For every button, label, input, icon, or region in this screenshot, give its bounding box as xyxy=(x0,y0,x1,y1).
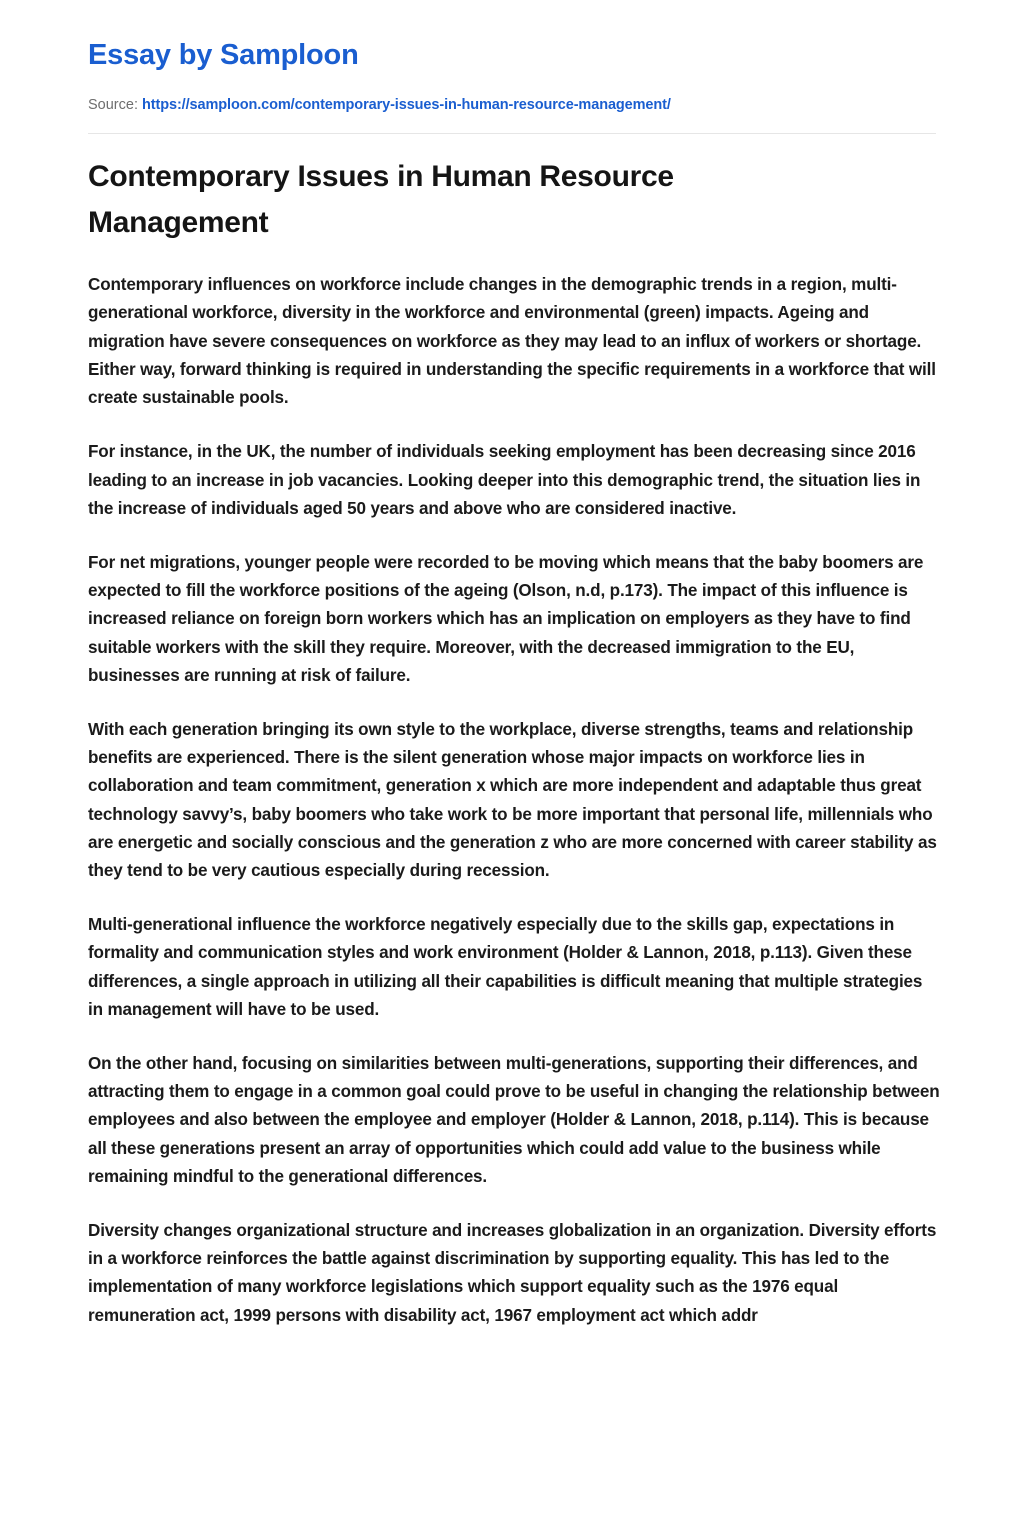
header-divider xyxy=(88,133,936,134)
paragraph: On the other hand, focusing on similarities between multi-generations, supporting their differences, and attracting them to engage in a common goal could prove to be useful in changing the relationship between employees and also between the employee and employer (Holder & Lannon, 2018, p.114). This is because all these generations present an array of opportunities which could add value to the business while remaining mindful to the generational differences. xyxy=(88,1053,940,1186)
article xyxy=(0,154,1024,1330)
article-body xyxy=(88,271,940,1330)
paragraph: Contemporary influences on workforce include changes in the demographic trends in a region, multi-generational workforce, diversity in the workforce and environmental (green) impacts. Ageing and migration have severe consequences on workforce as they may lead to an influx of workers or shortage. Either way, forward thinking is required in understanding the specific requirements in a workforce that will create sustainable pools. xyxy=(88,275,936,408)
page-title: Contemporary Issues in Human Resource Management xyxy=(88,160,674,239)
source-line xyxy=(88,95,936,115)
source-url-link[interactable]: https://samploon.com/contemporary-issues-in-human-resource-management/ xyxy=(142,96,671,113)
source-label: Source: xyxy=(88,96,138,113)
paragraph: Multi-generational influence the workforce negatively especially due to the skills gap, expectations in formality and communication styles and work environment (Holder & Lannon, 2018, p.113). Given these differences, a single approach in utilizing all their capabilities is difficult meaning that multiple strategies in management will have to be used. xyxy=(88,915,923,1019)
site-logo[interactable]: Essay by Samploon xyxy=(88,39,359,71)
paragraph: Diversity changes organizational structure and increases globalization in an organization. Diversity efforts in a workforce reinforces the battle against discrimination by supporting equality. This has led to the implementation of many workforce legislations which support equality such as the 1976 equal remuneration act, 1999 persons with disability act, 1967 employment act which addr xyxy=(88,1220,937,1325)
paragraph: With each generation bringing its own style to the workplace, diverse strengths, teams and relationship benefits are experienced. There is the silent generation whose major impacts on workforce lies in collaboration and team commitment, generation x which are more independent and adaptable thus great technology savvy’s, baby boomers who take work to be more important that personal life, millennials who are energetic and socially conscious and the generation z who are more concerned with career stability as they tend to be very cautious especially during recession. xyxy=(88,719,937,880)
paragraph: For instance, in the UK, the number of individuals seeking employment has been decreasing since 2016 leading to an increase in job vacancies. Looking deeper into this demographic trend, the situation lies in the increase of individuals aged 50 years and above who are considered inactive. xyxy=(88,442,921,518)
page-header xyxy=(0,0,1024,115)
paragraph: For net migrations, younger people were recorded to be moving which means that the baby boomers are expected to fill the workforce positions of the ageing (Olson, n.d, p.173). The impact of this influence is increased reliance on foreign born workers which has an implication on employers as they have to find suitable workers with the skill they require. Moreover, with the decreased immigration to the EU, businesses are running at risk of failure. xyxy=(88,552,924,685)
